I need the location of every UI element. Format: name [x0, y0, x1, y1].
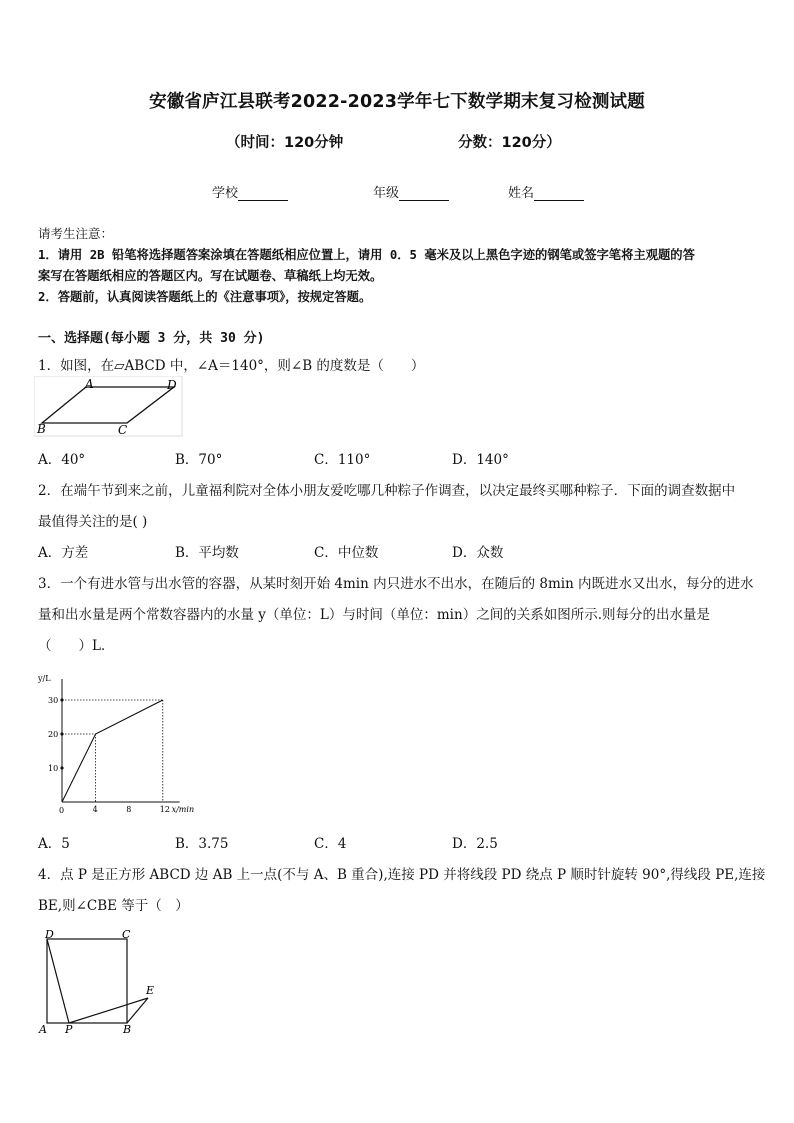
label-P: P	[65, 1023, 73, 1036]
grade-blank	[399, 188, 449, 201]
q2-option-d: D．众数	[452, 545, 504, 561]
label-D: D	[167, 378, 177, 392]
y-tick-label: 30	[48, 696, 59, 705]
q3-option-d: D．2.5	[452, 836, 498, 852]
question-1: 1．如图，在▱ABCD 中，∠A＝140°，则∠B 的度数是（ ）	[38, 358, 425, 374]
name-field	[508, 182, 584, 201]
notice-line-2: 2．答题前，认真阅读答题纸上的《注意事项》，按规定答题。	[38, 290, 372, 304]
label-E: E	[146, 984, 155, 997]
label-A: A	[85, 377, 94, 391]
label-D: D	[45, 928, 54, 941]
q3-option-c: C．4	[314, 836, 347, 852]
y-tick-label: 20	[48, 730, 59, 739]
notice-heading: 请考生注意：	[38, 226, 114, 241]
page-title: 安徽省庐江县联考2022-2023学年七下数学期末复习检测试题	[149, 92, 645, 112]
q2-option-b: B．平均数	[175, 545, 239, 561]
grade-label: 年级	[373, 186, 400, 201]
series-line	[62, 700, 163, 802]
y-tick-label: 10	[48, 764, 59, 773]
q3-option-a: A．5	[38, 836, 70, 852]
q2-option-a: A．方差	[38, 545, 89, 561]
question-4-line-1: 4．点 P 是正方形 ABCD 边 AB 上一点(不与 A、B 重合),连接 PD 并将线段 PD 绕点 P 顺时针旋转 90°,得线段 PE,连接	[38, 867, 766, 883]
name-label: 姓名	[508, 186, 535, 201]
water-volume-chart	[34, 660, 194, 820]
question-3-line-1: 3．一个有进水管与出水管的容器，从某时刻开始 4min 内只进水不出水，在随后的 8min 内既进水又出水，每分的进水	[38, 576, 754, 592]
label-A: A	[39, 1023, 47, 1036]
q1-option-a: A．40°	[38, 452, 86, 468]
exam-time: （时间：120分钟	[226, 135, 344, 151]
school-blank	[238, 188, 288, 201]
y-point-dot	[60, 698, 63, 701]
label-B: B	[37, 422, 46, 436]
q1-option-b: B．70°	[175, 452, 223, 468]
question-4-line-2: BE,则∠CBE 等于（ ）	[38, 898, 189, 914]
label-C: C	[118, 423, 128, 437]
parallelogram-figure	[34, 376, 184, 438]
segment-pe	[69, 998, 148, 1023]
name-blank	[534, 188, 584, 201]
exam-score: 分数：120分）	[458, 135, 561, 151]
question-3-line-3: （ ）L．	[38, 638, 115, 654]
y-point-dot	[60, 766, 63, 769]
y-point-dot	[60, 732, 63, 735]
x-axis-label: x/min	[171, 805, 194, 814]
question-3-line-2: 量和出水量是两个常数容器内的水量 y（单位：L）与时间（单位：min）之间的关系如图所示.则每分的出水量是	[38, 607, 710, 623]
square-abcd	[47, 939, 127, 1023]
q1-option-c: C．110°	[314, 452, 371, 468]
square-figure	[34, 926, 164, 1036]
school-label: 学校	[212, 186, 239, 201]
x-tick-label: 8	[126, 805, 132, 814]
x-tick-label: 12	[159, 805, 170, 814]
segment-pd	[47, 939, 69, 1023]
section-heading: 一、选择题(每小题 3 分，共 30 分)	[38, 331, 265, 346]
label-C: C	[122, 928, 131, 941]
notice-line-1b: 案写在答题纸相应的答题区内。写在试题卷、草稿纸上均无效。	[38, 269, 383, 283]
y-axis-label: y/L	[38, 674, 51, 683]
notice-line-1a: 1．请用 2B 铅笔将选择题答案涂填在答题纸相应位置上，请用 0．5 毫米及以上黑色字迹的钢笔或签字笔将主观题的答	[38, 248, 695, 262]
grade-field	[373, 182, 449, 201]
school-field	[212, 182, 288, 201]
x-tick-label: 4	[92, 805, 98, 814]
question-2-line-2: 最值得关注的是( )	[38, 514, 148, 530]
question-2-line-1: 2．在端午节到来之前，儿童福利院对全体小朋友爱吃哪几种粽子作调查，以决定最终买哪种粽子．下面的调查数据中	[38, 483, 736, 499]
origin-label: 0	[59, 806, 65, 815]
label-B: B	[123, 1023, 132, 1036]
q3-option-b: B．3.75	[175, 836, 229, 852]
q1-option-d: D．140°	[452, 452, 509, 468]
q2-option-c: C．中位数	[314, 545, 379, 561]
